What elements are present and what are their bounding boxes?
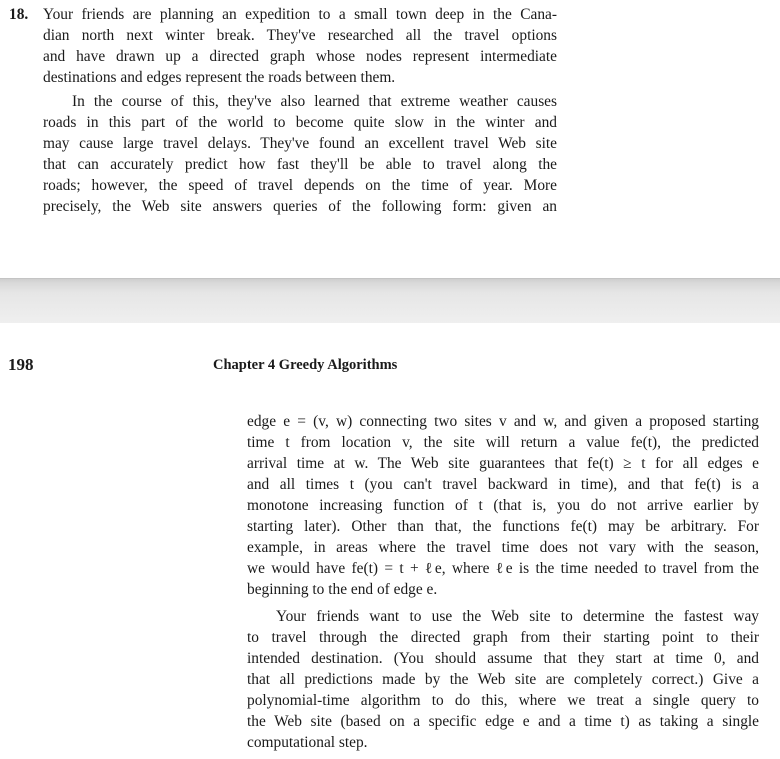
page-number: 198 [8,355,34,374]
text-line: computational step. [247,734,368,751]
chapter-heading: Chapter 4 Greedy Algorithms [213,357,398,373]
exercise-number: 18. [9,6,29,23]
text-line: Your friends want to use the Web site to determine the fastest way [276,608,759,625]
text-line: and have drawn up a directed graph whose nodes represent intermediate [43,48,557,65]
text-line: that can accurately predict how fast they'll be able to travel along the [43,156,557,173]
text-line: arrival time at w. The Web site guarantees that fe(t) ≥ t for all edges e [247,455,759,472]
text-line: intended destination. (You should assume that they start at time 0, and [247,650,759,667]
text-line: dian north next winter break. They've researched all the travel options [43,27,557,44]
previous-page-section [0,0,780,278]
text-line: roads in this part of the world to become quite slow in the winter and [43,114,557,131]
text-line: precisely, the Web site answers queries of the following form: given an [43,198,557,215]
text-line: edge e = (v, w) connecting two sites v and w, and given a proposed starting [247,413,759,430]
text-line: the Web site (based on a specific edge e and a time t) as taking a single [247,713,759,730]
text-line: that all predictions made by the Web site are completely correct.) Give a [247,671,759,688]
text-line: example, in areas where the travel time does not vary with the season, [247,539,759,556]
text-line: to travel through the directed graph from their starting point to their [247,629,759,646]
text-line: In the course of this, they've also learned that extreme weather causes [72,93,557,110]
text-line: monotone increasing function of t (that is, you do not arrive earlier by [247,497,759,514]
text-line: time t from location v, the site will return a value fe(t), the predicted [247,434,759,451]
text-line: destinations and edges represent the roads between them. [43,69,396,86]
continuation-paragraph-2 [247,606,759,753]
text-line: and all times t (you can't travel backward in time), and that fe(t) is a [247,476,759,493]
text-line: may cause large travel delays. They've found an excellent travel Web site [43,135,557,152]
text-line: beginning to the end of edge e. [247,581,438,598]
text-line: Your friends are planning an expedition to a small town deep in the Cana- [43,6,557,23]
exercise-paragraph-1 [43,4,557,88]
page-separator [0,278,780,323]
continuation-paragraph-1 [247,411,759,600]
text-line: we would have fe(t) = t + ℓe, where ℓe is the time needed to travel from the [247,560,759,577]
text-line: polynomial-time algorithm to do this, where we treat a single query to [247,692,759,709]
exercise-paragraph-2 [43,91,557,217]
text-line: starting later). Other than that, the functions fe(t) may be arbitrary. For [247,518,759,535]
text-line: roads; however, the speed of travel depends on the time of year. More [43,177,557,194]
